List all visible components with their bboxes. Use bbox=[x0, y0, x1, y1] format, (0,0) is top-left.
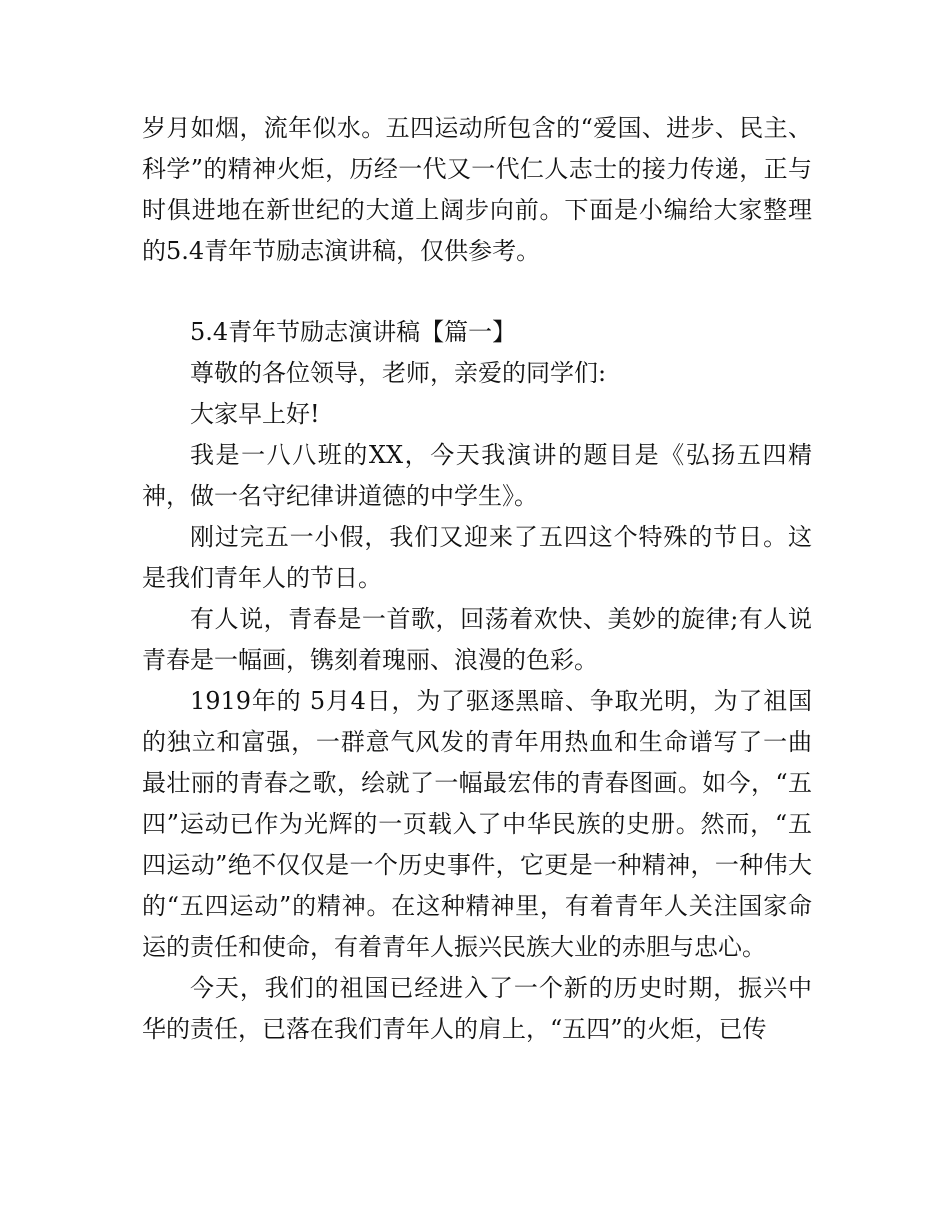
section-title: 5.4青年节励志演讲稿【篇一】 bbox=[190, 318, 517, 346]
youth-metaphor-paragraph: 有人说，青春是一首歌，回荡着欢快、美妙的旋律;有人说青春是一幅画，镌刻着瑰丽、浪漫的色彩。 bbox=[142, 605, 812, 674]
section-spacer bbox=[142, 272, 812, 312]
intro-paragraph: 岁月如烟，流年似水。五四运动所包含的“爱国、进步、民主、科学”的精神火炬，历经一代又一代仁人志士的接力传递，正与时俱进地在新世纪的大道上阔步向前。下面是小编给大家整理的5.4青年节励志演讲稿，仅供参考。 bbox=[142, 114, 812, 265]
today-paragraph: 今天，我们的祖国已经进入了一个新的历史时期，振兴中华的责任，已落在我们青年人的肩上，“五四”的火炬，已传 bbox=[142, 974, 812, 1043]
history-paragraph: 1919年的 5月4日，为了驱逐黑暗、争取光明，为了祖国的独立和富强，一群意气风发的青年用热血和生命谱写了一曲最壮丽的青春之歌，绘就了一幅最宏伟的青春图画。如今，“五四”运动已作为光辉的一页载入了中华民族的史册。然而，“五四运动”绝不仅仅是一个历史事件，它更是一种精神，一种伟大的“五四运动”的精神。在这种精神里，有着青年人关注国家命运的责任和使命，有着青年人振兴民族大业的赤胆与忠心。 bbox=[142, 687, 812, 961]
document-page bbox=[142, 108, 812, 1050]
salutation-paragraph: 尊敬的各位领导，老师，亲爱的同学们: bbox=[190, 359, 607, 387]
holiday-paragraph: 刚过完五一小假，我们又迎来了五四这个特殊的节日。这是我们青年人的节日。 bbox=[142, 523, 812, 592]
greeting-paragraph: 大家早上好! bbox=[190, 400, 320, 428]
speech-topic-paragraph: 我是一八八班的XX，今天我演讲的题目是《弘扬五四精神，做一名守纪律讲道德的中学生》。 bbox=[142, 441, 812, 510]
